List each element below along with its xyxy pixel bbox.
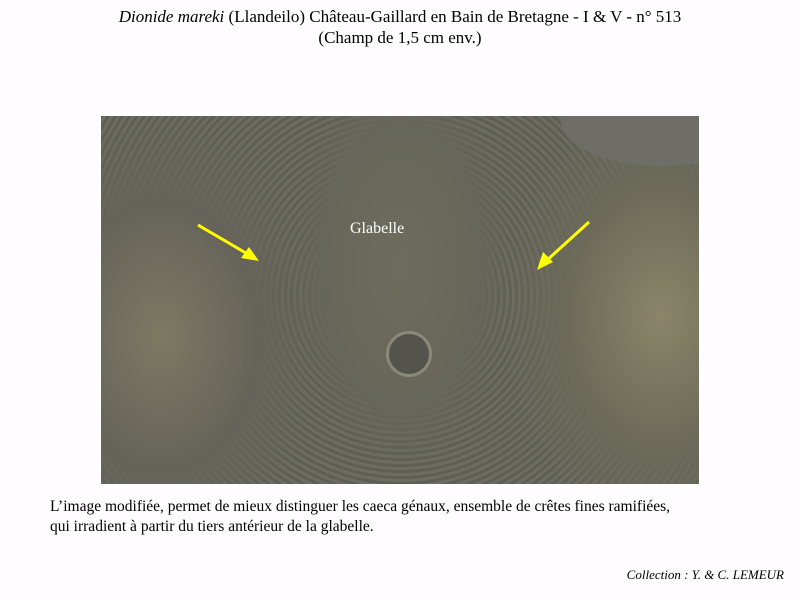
left-arrow-icon — [198, 225, 259, 261]
caption-line-1: L’image modifiée, permet de mieux distinguer les caeca génaux, ensemble de crêtes fines ramifiées, — [50, 498, 671, 515]
fossil-photo — [101, 116, 699, 484]
glabelle-label: Glabelle — [350, 220, 405, 237]
page-title — [0, 6, 800, 48]
title-line-2: (Champ de 1,5 cm env.) — [318, 28, 482, 47]
arrows-overlay — [101, 116, 699, 484]
caption — [50, 497, 770, 537]
title-line-1 — [0, 6, 800, 27]
species-name: Dionide mareki — [118, 7, 225, 26]
right-arrow-icon — [537, 222, 589, 270]
caption-line-2: qui irradient à partir du tiers antérieur de la glabelle. — [50, 518, 374, 535]
collection-credit: Collection : Y. & C. LEMEUR — [626, 567, 784, 582]
title-details: (Llandeilo) Château-Gaillard en Bain de Bretagne - I & V - n° 513 — [224, 7, 682, 26]
